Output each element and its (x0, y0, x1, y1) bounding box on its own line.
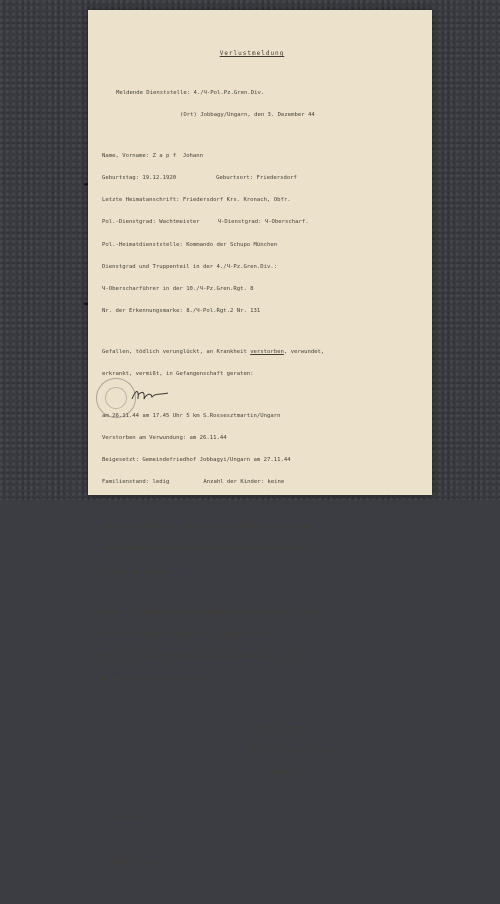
handwritten-signature (130, 387, 170, 403)
dienstgrad-line (102, 219, 422, 226)
erkennungsmarke: Nr. der Erkennungsmarke: 8./Ɥ-Pol.Rgt.2 Nr. 131 (102, 308, 261, 315)
familienstand: Familienstand: ledig (102, 479, 170, 486)
gez-name: gez. Schrems (262, 725, 303, 732)
document-body (102, 50, 422, 904)
siegel: (Siegel) (270, 769, 297, 776)
dienstgrad-truppenteil-1: Dienstgrad und Truppenteil in der 4./Ɥ-Pz.Gren.Div.: (102, 263, 278, 270)
status-line-1 (102, 349, 422, 356)
status-text: , verwundet, (283, 349, 325, 356)
datum-ort: am 26.11.44 am 17.45 Uhr 5 km S.Rossesztmartin/Ungarn (102, 412, 281, 419)
geburtstag: Geburtstag: 19.12.1920 (102, 175, 177, 182)
angehoerige-3: Kronach, Oberfranken (102, 568, 170, 575)
ss-dienstgrad: Ɥ-Dienstgrad: Ɥ-Oberscharf. (217, 219, 309, 226)
verstorben-an: Verstorben am Verwundung: am 26.11.44 (102, 434, 227, 441)
rang: Ɥ-Hstuf. u. Komp.-Führer (252, 747, 333, 754)
geburtsort: Geburtsort: Friedersdorf (216, 175, 297, 182)
beglaubigt: Beglaubigt: (112, 814, 150, 821)
geburt-line (102, 175, 422, 182)
auszeichnungen-1: EK.2.Kl. 3.2.42, Inf.Sturmabz.1.11.41, Ostmedaille 1.8.42 (102, 653, 294, 660)
status-text: Gefallen, tödlich verunglückt, an Krankheit (102, 349, 251, 356)
beigesetzt: Beigesetzt: Gemeindefriedhof Jobbagyi/Ungarn am 27.11.44 (102, 456, 291, 463)
familienstand-line (102, 479, 422, 486)
status-verstorben: verstorben (250, 349, 284, 356)
status-line-2: erkrankt, vermißt, in Gefangenschaft geraten: (102, 371, 254, 378)
auszeichnungen-2: Nahkampfspange Bronze 16.11.43 (102, 676, 204, 683)
angabe-1: Angabe, bei welcher Stelle Vorschlag zur Verleihung des Eisernen (102, 609, 318, 616)
document-page (88, 10, 432, 866)
kinder: Anzahl der Kinder: keine (203, 479, 285, 486)
ort-datum: (Ort) Jobbagy/Ungarn, den 3. Dezember 44 (180, 111, 315, 118)
meldende-dienststelle: Meldende Dienststelle: 4./Ɥ-Pol.Pz.Gren.Div. (116, 89, 265, 96)
angehoerige-2: des Verwandschaftsgrades: Vater: Georg Zapf, Friedersdorf, Krs. (102, 546, 315, 553)
angabe-2: Kreuzes, Verwundetenabzeichens usw. eingereicht ist: (102, 631, 278, 638)
angehoerige-1: Falls nicht verheiratet, Anschrift der Angehörigen unter Angabe (102, 524, 315, 531)
dienstgrad-truppenteil-2: Ɥ-Oberscharführer in der 10./Ɥ-Pz.Gren.Rgt. 8 (102, 286, 254, 293)
document-title: Verlustmeldung (219, 50, 285, 57)
heimatanschrift: Letzte Heimatanschrift: Friedersdorf Krs. Kronach, Obfr. (102, 197, 291, 204)
name-line: Name, Vorname: Z a p f Johann (102, 152, 204, 159)
pol-dienstgrad: Pol.-Dienstgrad: Wachtmeister (102, 219, 200, 226)
pol-heimatdienststelle: Pol.-Heimatdienststelle: Kommando der Schupo München (102, 241, 278, 248)
unterzeichner: Rev.Lt. d.SchP. (112, 859, 163, 866)
